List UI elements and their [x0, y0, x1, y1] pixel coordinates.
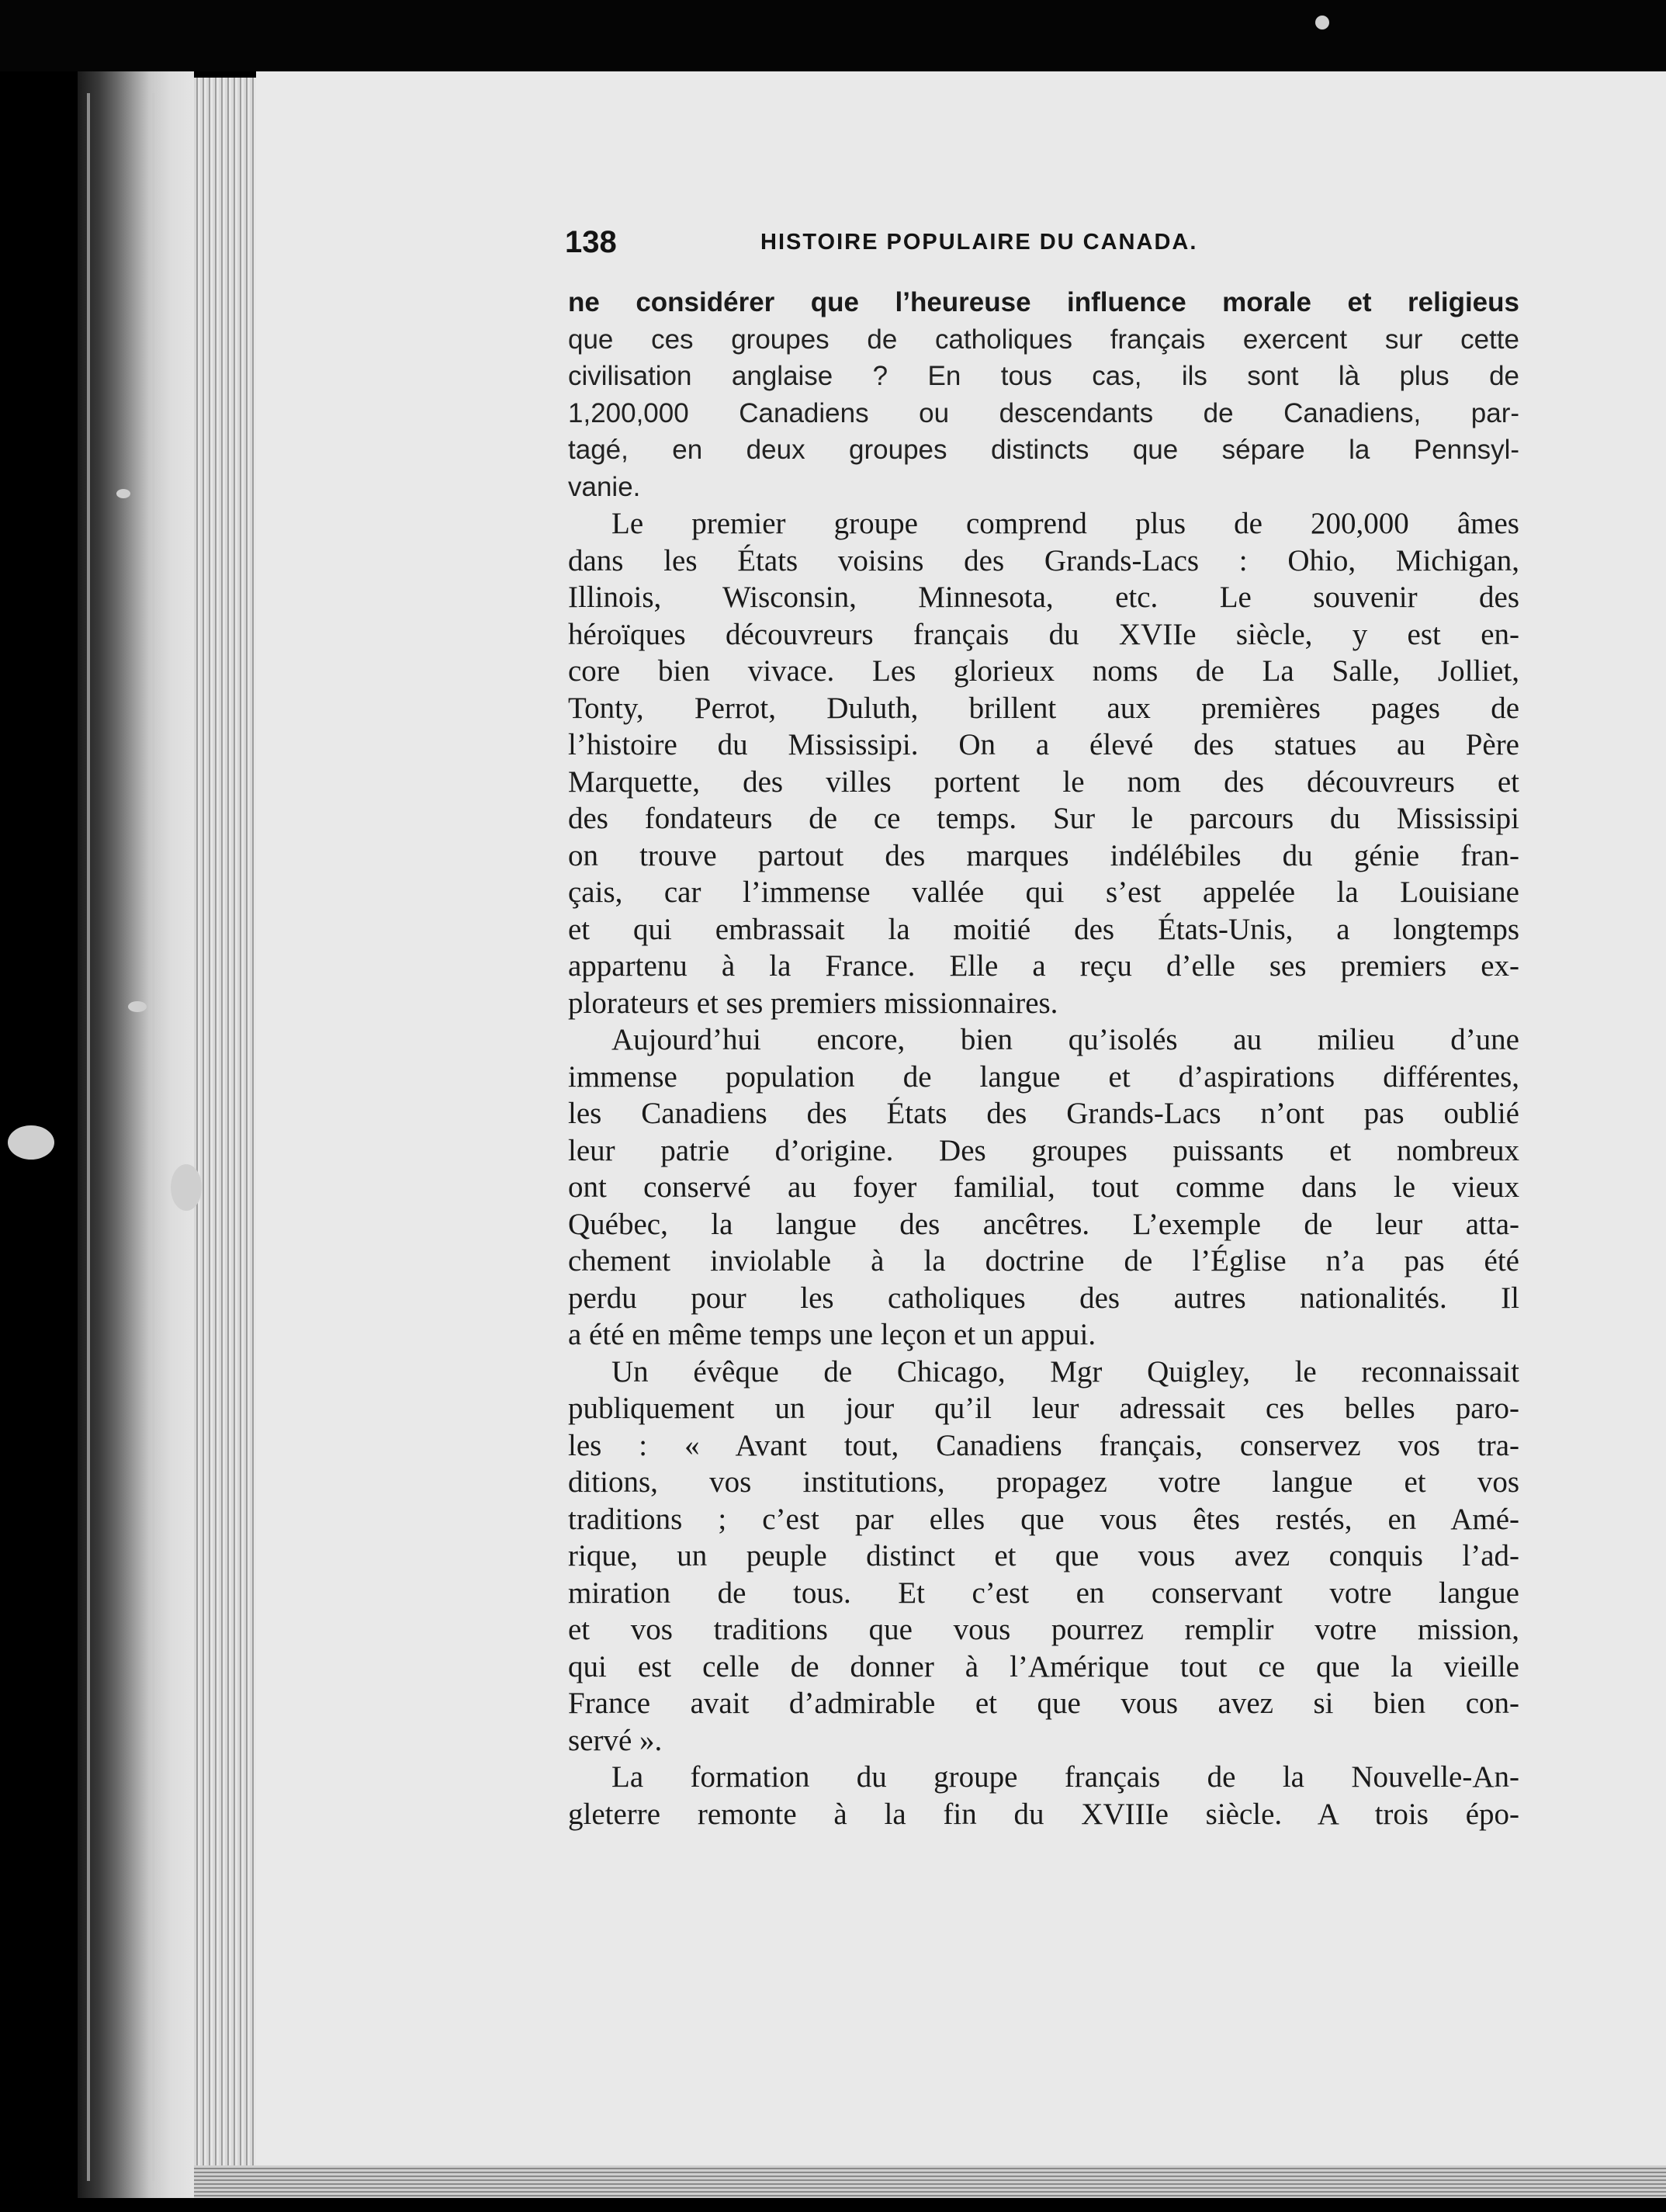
scan-speck: [8, 1125, 54, 1160]
text-line: l’histoire du Mississipi. On a élevé des statues au Père: [568, 728, 1519, 761]
text-line: civilisation anglaise ? En tous cas, ils sont là plus de: [568, 361, 1519, 391]
text-line: miration de tous. Et c’est en conservant votre langue: [568, 1576, 1519, 1610]
text-line: a été en même temps une leçon et un appui.: [568, 1318, 1096, 1351]
text-line: perdu pour les catholiques des autres nationalités. Il: [568, 1281, 1519, 1315]
text-line: dans les États voisins des Grands-Lacs : Ohio, Michigan,: [568, 543, 1519, 577]
text-line: Marquette, des villes portent le nom des découvreurs et: [568, 764, 1519, 799]
scan-speck: [116, 489, 130, 498]
text-line: 1,200,000 Canadiens ou descendants de Canadiens, par-: [568, 397, 1519, 428]
text-line: et vos traditions que vous pourrez remplir votre mission,: [568, 1613, 1519, 1646]
text-line: qui est celle de donner à l’Amérique tout ce que la vieille: [568, 1649, 1519, 1683]
text-line: publiquement un jour qu’il leur adressait ces belles paro-: [568, 1392, 1519, 1425]
text-line: çais, car l’immense vallée qui s’est appelée la Louisiane: [568, 875, 1519, 909]
text-line: héroïques découvreurs français du XVIIe siècle, y est en-: [568, 617, 1519, 651]
text-line: appartenu à la France. Elle a reçu d’elle ses premiers ex-: [568, 949, 1519, 983]
text-line: vanie.: [568, 471, 641, 502]
page-edges: [194, 78, 264, 2196]
text-line: Illinois, Wisconsin, Minnesota, etc. Le souvenir des: [568, 581, 1519, 614]
text-line: servé ».: [568, 1723, 663, 1757]
text-line: les : « Avant tout, Canadiens français, conservez vos tra-: [568, 1428, 1519, 1462]
running-title: HISTOIRE POPULAIRE DU CANADA.: [760, 230, 1198, 255]
text-line: que ces groupes de catholiques français exercent sur cette: [568, 324, 1519, 355]
spine-stripe: [152, 93, 154, 2181]
text-line: Québec, la langue des ancêtres. L’exemple de leur atta-: [568, 1207, 1519, 1241]
text-line: gleterre remonte à la fin du XVIIIe siècle. A trois épo-: [568, 1797, 1519, 1831]
text-line: leur patrie d’origine. Des groupes puissants et nombreux: [568, 1133, 1519, 1167]
text-line: ne considérer que l’heureuse influence morale et religieus: [568, 287, 1519, 317]
page-bottom-edge: [194, 2165, 1666, 2198]
text-line: tagé, en deux groupes distincts que sépare la Pennsyl-: [568, 435, 1519, 465]
text-line: Un évêque de Chicago, Mgr Quigley, le reconnaissait: [611, 1354, 1519, 1389]
book-spine: [78, 71, 194, 2198]
spine-stripe: [87, 93, 90, 2181]
text-line: core bien vivace. Les glorieux noms de La Salle, Jolliet,: [568, 654, 1519, 688]
scan-speck: [128, 1001, 147, 1012]
text-line: plorateurs et ses premiers missionnaires.: [568, 986, 1058, 1020]
scan-background-top: [0, 0, 1666, 71]
text-line: immense population de langue et d’aspirations différentes,: [568, 1059, 1519, 1094]
text-line: des fondateurs de ce temps. Sur le parcours du Mississipi: [568, 802, 1519, 835]
page-header: [565, 222, 1341, 262]
text-line: et qui embrassait la moitié des États-Unis, a longtemps: [568, 912, 1519, 946]
text-line: rique, un peuple distinct et que vous avez conquis l’ad-: [568, 1539, 1519, 1572]
text-line: traditions ; c’est par elles que vous êtes restés, en Amé-: [568, 1502, 1519, 1536]
text-line: chement inviolable à la doctrine de l’Église n’a pas été: [568, 1244, 1519, 1278]
text-line: Aujourd’hui encore, bien qu’isolés au milieu d’une: [611, 1023, 1519, 1056]
body-text: [568, 284, 1519, 1832]
scan-speck: [171, 1164, 202, 1211]
page-number: 138: [565, 225, 617, 259]
text-line: La formation du groupe français de la Nouvelle-An-: [611, 1760, 1519, 1794]
text-line: France avait d’admirable et que vous avez si bien con-: [568, 1687, 1519, 1720]
text-line: ont conservé au foyer familial, tout comme dans le vieux: [568, 1170, 1519, 1204]
text-line: Tonty, Perrot, Duluth, brillent aux premières pages de: [568, 691, 1519, 725]
scan-speck: [1315, 16, 1329, 29]
text-line: on trouve partout des marques indélébiles du génie fran-: [568, 838, 1519, 872]
text-line: Le premier groupe comprend plus de 200,000 âmes: [611, 507, 1519, 540]
text-line: ditions, vos institutions, propagez votre langue et vos: [568, 1465, 1519, 1499]
text-line: les Canadiens des États des Grands-Lacs n’ont pas oublié: [568, 1097, 1519, 1130]
